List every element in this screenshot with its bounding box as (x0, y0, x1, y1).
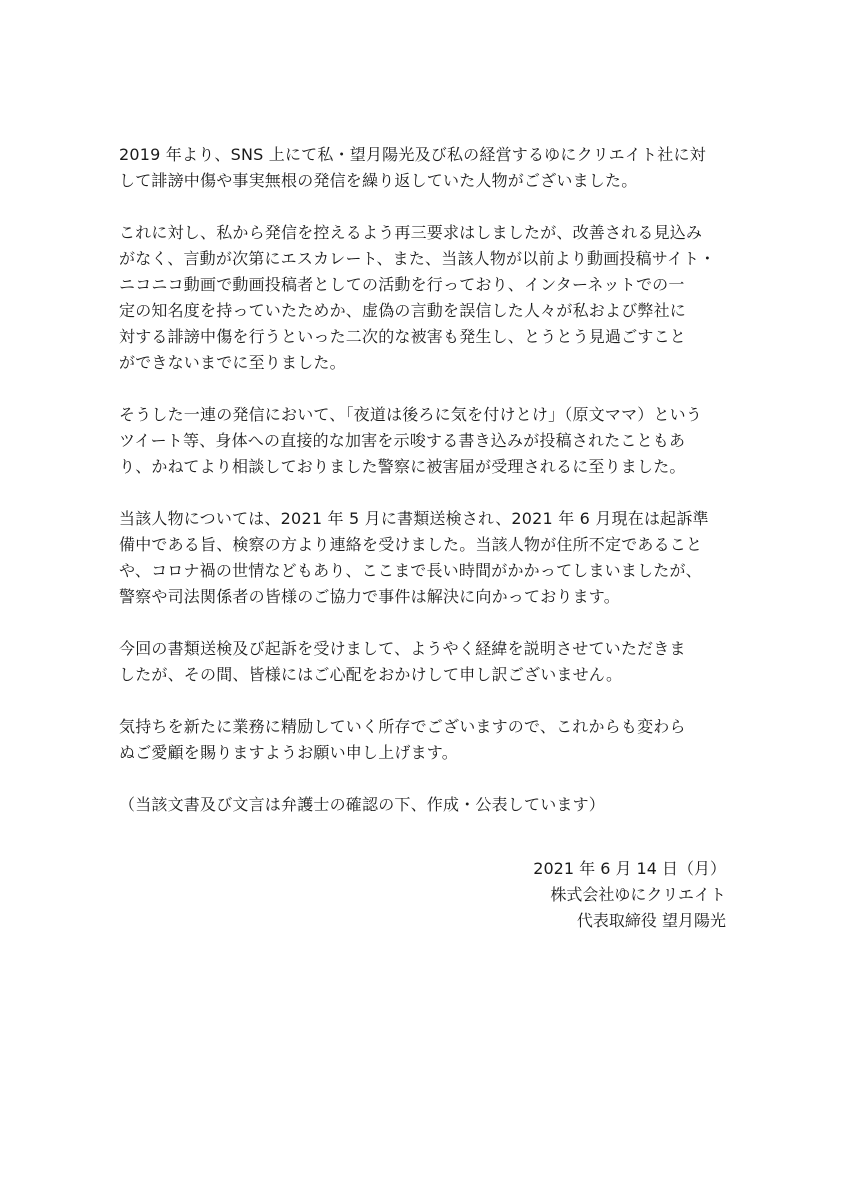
paragraph-apology (119, 636, 731, 688)
text-line: 対する誹謗中傷を行うといった二次的な被害も発生し、とうとう見過ごすこと (119, 327, 687, 346)
signature-company: 株式会社ゆにクリエイト (550, 885, 726, 904)
signature-date: 2021 年 6 月 14 日（月） (533, 859, 726, 878)
text-line: ができないまでに至りました。 (119, 353, 346, 372)
text-line: 備中である旨、検察の方より連絡を受けました。当該人物が住所不定であること (119, 535, 703, 554)
paragraph-escalation (119, 220, 731, 376)
signature-representative: 代表取締役 望月陽光 (576, 911, 726, 930)
text-line: り、かねてより相談しておりました警察に被害届が受理されるに至りました。 (119, 457, 686, 476)
paragraph-intro (119, 142, 731, 194)
paragraph-legal-note (119, 792, 731, 818)
document-body (119, 142, 731, 844)
text-line: したが、その間、皆様にはご心配をおかけして申し訳ございません。 (119, 665, 623, 684)
text-line: 当該人物については、2021 年 5 月に書類送検され、2021 年 6 月現在は起訴準 (119, 509, 709, 528)
text-line: 今回の書類送検及び起訴を受けまして、ようやく経緯を説明させていただきま (119, 639, 686, 658)
text-line: ツイート等、身体への直接的な加害を示唆する書き込みが投稿されたこともあ (119, 431, 686, 450)
text-line: や、コロナ禍の世情などもあり、ここまで長い時間がかかってしまいましたが、 (119, 561, 702, 580)
text-line: これに対し、私から発信を控えるよう再三要求はしましたが、改善される見込み (119, 223, 703, 242)
text-line: して誹謗中傷や事実無根の発信を繰り返していた人物がございました。 (119, 171, 638, 190)
text-line: がなく、言動が次第にエスカレート、また、当該人物が以前より動画投稿サイト・ (119, 249, 716, 268)
text-line: 定の知名度を持っていたためか、虚偽の言動を誤信した人々が私および弊社に (119, 301, 687, 320)
text-line: 警察や司法関係者の皆様のご協力で事件は解決に向かっております。 (119, 587, 620, 606)
text-line: そうした一連の発信において、「夜道は後ろに気を付けとけ」（原文ママ）という (119, 405, 703, 424)
text-line: （当該文書及び文言は弁護士の確認の下、作成・公表しています） (119, 795, 606, 814)
text-line: 気持ちを新たに業務に精励していく所存でございますので、これからも変わら (119, 717, 686, 736)
paragraph-legal-status (119, 506, 731, 610)
text-line: 2019 年より、SNS 上にて私・望月陽光及び私の経営するゆにクリエイト社に対 (119, 145, 706, 164)
signature-block (533, 856, 726, 934)
paragraph-closing (119, 714, 731, 766)
paragraph-threat (119, 402, 731, 480)
text-line: ニコニコ動画で動画投稿者としての活動を行っており、インターネットでの一 (119, 275, 685, 294)
text-line: ぬご愛顧を賜りますようお願い申し上げます。 (119, 743, 458, 762)
